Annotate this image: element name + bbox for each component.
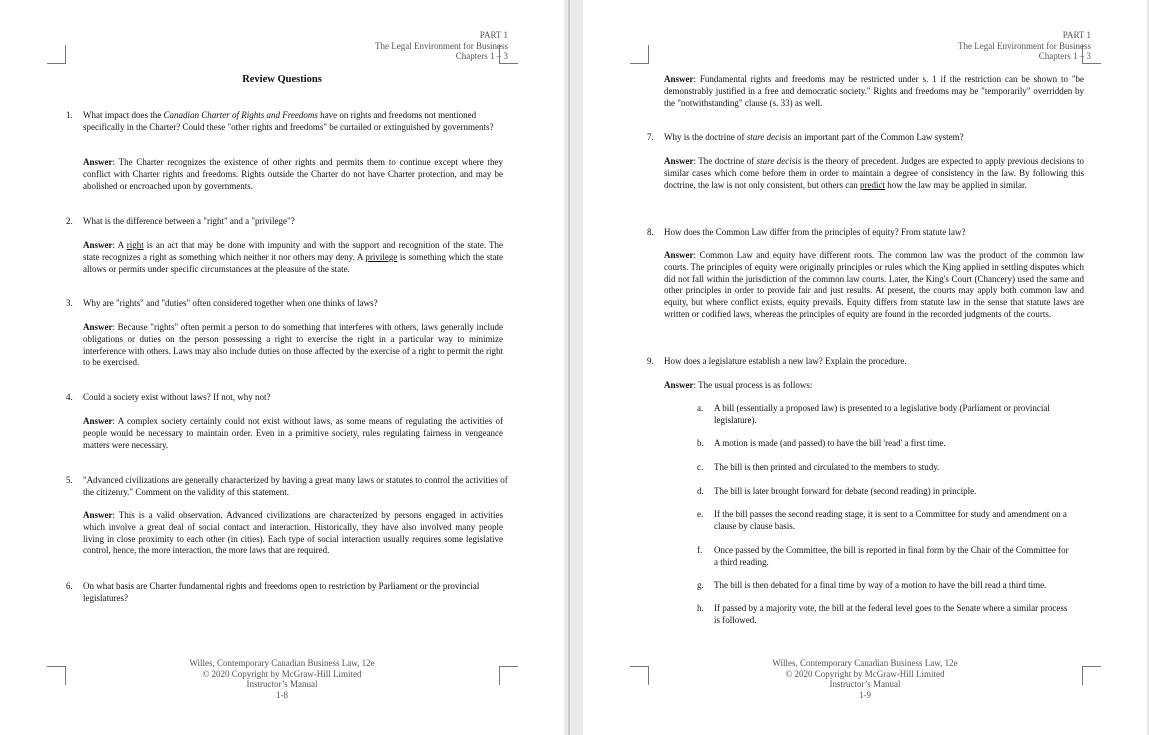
header-chapters: Chapters 1 – 3 [455,51,508,61]
answer-8: Answer: Common Law and equity have different roots. The common law was the product of the common law courts. The principles of equity were originally principles or rules which the King applied in settling disputes which did not fall within the jurisdiction of the common law courts. Later, the King's Court (Chancery) used the same and other principles in order to provide fair and just results. At present, the courts may apply both common law and equity, but where conflict exists, equity prevails. Equity differs from statute law in the sense that statute laws are written or codified laws, whereas the principles of equity are found in the recorded judgments of the courts. [664,250,1084,319]
answer-6: Answer: Fundamental rights and freedoms may be restricted under s. 1 if the restriction can be shown to "be demonstrably justified in a free and democratic society." Rights and freedoms may be "temporarily" overridden by the "notwithstanding" clause (s. 33) as well. [664,74,1084,108]
answer-9: Answer: The usual process is as follows: [664,380,813,390]
answer-4: Answer: A complex society certainly could not exist without laws, as some means of regulating the activities of people would be necessary to maintain order. Even in a primitive society, rules regulating fairness in vengeance matters were necessary. [83,416,503,450]
crop-mark-top-left [47,45,66,64]
answer-5: Answer: This is a valid observation. Advanced civilizations are characterized by persons engaged in activities which involve a great deal of social contact and interaction. Historically, they have also involved many people living in close proximity to each other (in cities). Each type of social interaction usually requires some legislative control, hence, the more interaction, the more laws that are required. [83,510,503,556]
page-divider [568,0,570,735]
crop-mark-top-left [630,45,649,64]
page-footer: Willes, Contemporary Canadian Business Law, 12e © 2020 Copyright by McGraw-Hill Limited Instructor’s Manual 1-8 [0,658,564,700]
header-subtitle: The Legal Environment for Business [375,40,508,51]
answer-7: Answer: The doctrine of stare decisis is the theory of precedent. Judges are expected to apply previous decisions to similar cases which come before them in order to maintain a degree of consistency in the law. By following this doctrine, the law is not only consistent, but others can predict how the law may be applied in similar. [664,156,1084,190]
page-footer: Willes, Contemporary Canadian Business Law, 12e © 2020 Copyright by McGraw-Hill Limited Instructor’s Manual 1-9 [583,658,1147,700]
document-page-right: PART 1 The Legal Environment for Business Chapters 1 – 3 Answer: Fundamental rights and freedoms may be restricted under s. 1 if the restriction can be shown to "be demonstrably justified in a free and democratic society." Rights and freedoms may be "temporarily" overridden by the "notwithstanding" clause (s. 33) as well. 7. Why is the doctrine of stare decisis an important part of the Common Law system? Answer: The doctrine of stare decisis is the theory of precedent. Judges are expected to apply previous decisions to similar cases which come before them in order to maintain a degree of consistency in the law. By following this doctrine, the law is not only consistent, but others can predict how the law may be applied in similar. 8. How does the Common Law differ from the principles of equity? From statute law? Answer: Common Law and equity have different roots. The common law was the product of the common law courts. The principles of equity were originally principles or rules which the King applied in settling disputes which did not fall within the jurisdiction of the common law courts. Later, the King's Court (Chancery) used the same and other principles in order to provide fair and just results. At present, the courts may apply both common law and equity, but where conflict exists, equity prevails. Equity differs from statute law in the sense that statute laws are written or codified laws, whereas the principles of equity are found in the recorded judgments of the courts. 9. How does a legislature establish a new law? Explain the procedure. Answer: The usual process is as follows: a. A bill (essentially a proposed law) is presented to a legislative body (Parliament or provincial legislature). b. A motion is made (and passed) to have the bill 'read' a first time. c. The bill is then printed and circulated to the members to study. d. The bill is later brought forward for debate (second reading) in principle. e. If the bill passes the second reading stage, it is sent to a Committee for study and amendment on a clause by clause basis. f. Once passed by the Committee, the bill is reported in final form by the Chair of the Committee for a third reading. g. The bill is then debated for a final time by way of a motion to have the bill read a third time. h. If passed by a majority vote, the bill at the federal level goes to the Senate where a similar process is followed. Willes, Contemporary Canadian Business Law, 12e © 2020 Copyright by McGraw-Hill Limited Instructor’s Manual 1-9 [583,0,1147,735]
answer-2: Answer: A right is an act that may be done with impunity and with the support and recognition of the state. The state recognizes a right as something which neither it nor others may deny. A privilege is something which the state allows or permits under specific circumstances at the pleasure of the state. [83,240,503,274]
page-number: 1-8 [276,689,288,700]
answer-3: Answer: Because "rights" often permit a person to do something that interferes with others, laws generally include obligations or duties on the person possessing a right to exercise the right in a particular way to minimize interference with others. Laws may also include duties on those affected by the exercise of a right to permit the right to be exercised. [83,322,503,368]
page-gap [564,0,583,735]
question-number: 1. [66,110,73,120]
document-page-left: PART 1 The Legal Environment for Business Chapters 1 – 3 Review Questions 1. What impact does the Canadian Charter of Rights and Freedoms have on rights and freedoms not mentioned specifically in the Charter? Could these "other rights and freedoms" be curtailed or extinguished by governments? Answer: The Charter recognizes the existence of other rights and permits them to continue except where they conflict with Charter rights and freedoms. Rights outside the Charter do not have Charter protection, and may be abolished or encroached upon by governments. 2. What is the difference between a "right" and a "privilege"? Answer: A right is an act that may be done with impunity and with the support and recognition of the state. The state recognizes a right as something which neither it nor others may deny. A privilege is something which the state allows or permits under specific circumstances at the pleasure of the state. 3. Why are "rights" and "duties" often considered together when one thinks of laws? Answer: Because "rights" often permit a person to do something that interferes with others, laws generally include obligations or duties on the person possessing a right to exercise the right in a particular way to minimize interference with others. Laws may also include duties on those affected by the exercise of a right to permit the right to be exercised. 4. Could a society exist without laws? If not, why not? Answer: A complex society certainly could not exist without laws, as some means of regulating the activities of people would be necessary to maintain order. Even in a primitive society, rules regulating fairness in vengeance matters were necessary. 5. "Advanced civilizations are generally characterized by having a great many laws or statutes to control the activities of the citizenry." Comment on the validity of this statement. Answer: This is a valid observation. Advanced civilizations are characterized by persons engaged in activities which involve a great deal of social contact and interaction. Historically, they have also involved many people living in close proximity to each other (in cities). Each type of social interaction usually requires some legislative control, hence, the more interaction, the more laws that are required. 6. On what basis are Charter fundamental rights and freedoms open to restriction by Parliament or the provincial legislatures? Willes, Contemporary Canadian Business Law, 12e © 2020 Copyright by McGraw-Hill Limited Instructor’s Manual 1-8 [0,0,564,735]
page-header [375,30,508,62]
header-part: PART 1 [479,30,508,40]
answer-1: Answer: The Charter recognizes the existence of other rights and permits them to continue except where they conflict with Charter rights and freedoms. Rights outside the Charter do not have Charter protection, and may be abolished or encroached upon by governments. [83,157,503,191]
page-title: Review Questions [242,74,322,85]
page-number: 1-9 [859,689,871,700]
page-header: PART 1 The Legal Environment for Business Chapters 1 – 3 [958,30,1091,61]
question-text: What impact does the Canadian Charter of Rights and Freedoms have on rights and freedoms not mentioned specifically in the Charter? Could these "other rights and freedoms" be curtailed or extinguished by governments? [83,110,494,132]
